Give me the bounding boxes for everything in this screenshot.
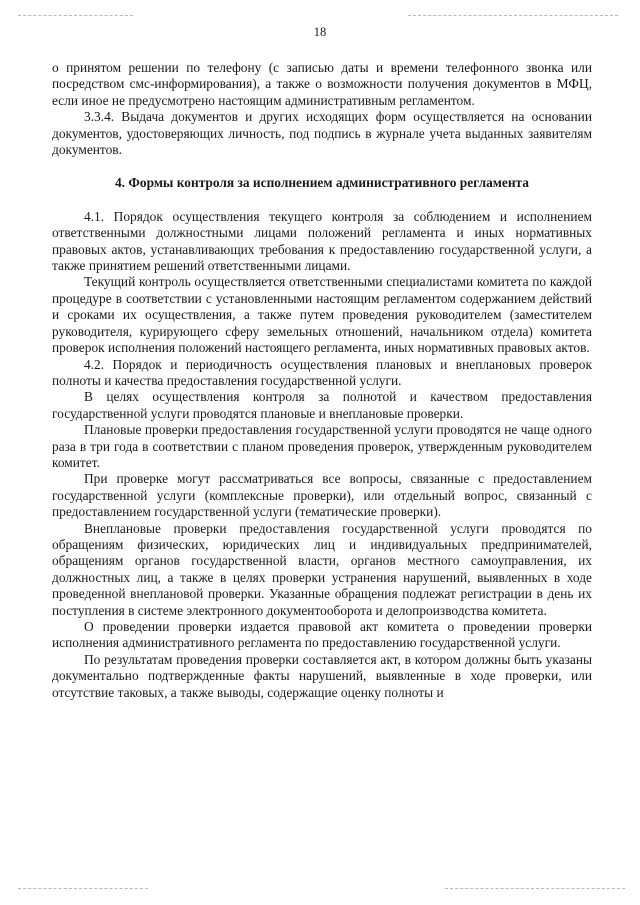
paragraph: о принятом решении по телефону (с записью даты и времени телефонного звонка или посредством смс-информирования), а также о возможности получения документов в МФЦ, если иное не предусмотрено настоящим административным регламентом. (52, 60, 592, 108)
page-number: 18 (313, 25, 327, 39)
section-heading: 4. Формы контроля за исполнением административного регламента (114, 175, 529, 191)
scan-edge-bottom-left (18, 888, 148, 889)
paragraph: Внеплановые проверки предоставления государственной услуги проводятся по обращениям физических, юридических лиц и индивидуальных предпринимателей, обращениям органов государственной власти, органов местного самоуправления, их должностных лиц, а также в целях проверки устранения нарушений, выявленных в ходе проведенной внеплановой проверки. Указанные обращения подлежат регистрации в день их поступления в системе электронного документооборота и делопроизводства комитета. (52, 520, 592, 618)
scan-edge-bottom-right (445, 888, 625, 889)
scan-edge-top-right (408, 15, 618, 16)
paragraph: По результатам проведения проверки составляется акт, в котором должны быть указаны документально подтвержденные факты нарушений, выявленные в ходе проверки, или отсутствие таковых, а также выводы, содержащие оценку полноты и (52, 651, 592, 700)
paragraph: 4.2. Порядок и периодичность осуществления плановых и внеплановых проверок полноты и качества предоставления государственной услуги. (52, 356, 592, 388)
paragraph: Текущий контроль осуществляется ответственными специалистами комитета по каждой процедуре в соответствии с установленными настоящим регламентом содержанием действий и сроками их осуществления, а также путем проведения руководителем (заместителем руководителя, курирующего сферу земельных отношений, начальником отдела) комитета проверок исполнения положений настоящего регламента, иных нормативных правовых актов. (52, 274, 592, 356)
paragraph: При проверке могут рассматриваться все вопросы, связанные с предоставлением государственной услуги (комплексные проверки), или отдельный вопрос, связанный с предоставлением государственной услуги (тематические проверки). (52, 471, 592, 520)
document-body (52, 60, 592, 701)
paragraph: Плановые проверки предоставления государственной услуги проводятся не чаще одного раза в три года в соответствии с планом проведения проверок, утвержденным руководителем комитет. (52, 422, 592, 470)
scan-edge-top-left (18, 15, 133, 16)
paragraph: О проведении проверки издается правовой акт комитета о проведении проверки исполнения административного регламента по предоставлению государственной услуги. (52, 619, 592, 651)
paragraph: 3.3.4. Выдача документов и других исходящих форм осуществляется на основании документов, удостоверяющих личность, под подпись в журнале учета выданных заявителям документов. (52, 109, 592, 158)
paragraph: 4.1. Порядок осуществления текущего контроля за соблюдением и исполнением ответственными должностными лицами положений регламента и иных нормативных правовых актов, устанавливающих требования к предоставлению государственной услуги, а также принятием решений ответственными лицами. (52, 208, 592, 274)
paragraph: В целях осуществления контроля за полнотой и качеством предоставления государственной услуги проводятся плановые и внеплановые проверки. (52, 389, 592, 421)
